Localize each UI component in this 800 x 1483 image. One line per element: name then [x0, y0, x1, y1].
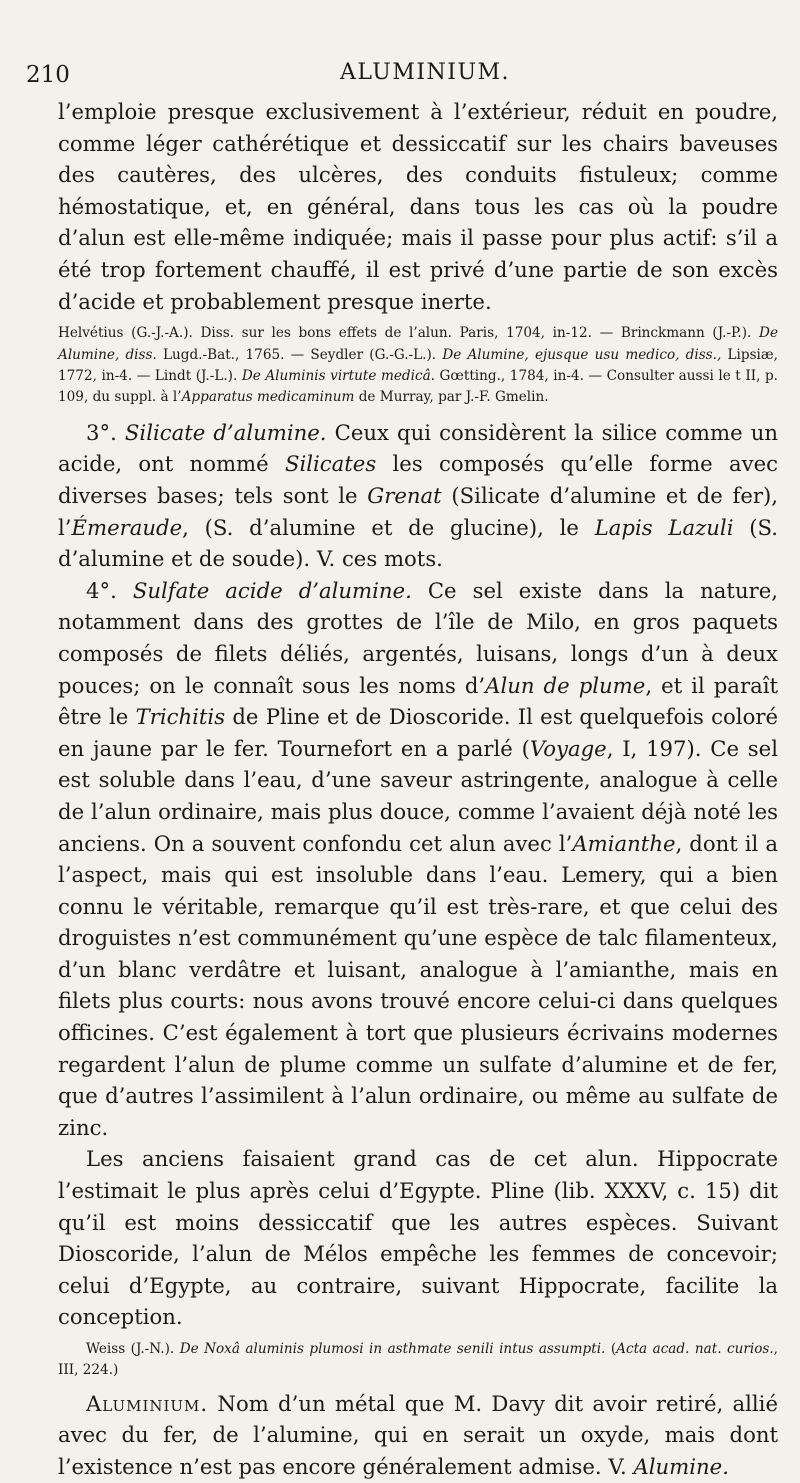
continuation-paragraph: l’emploie presque exclusivement à l’extérieur, réduit en poudre, comme léger cathérétique et dessiccatif sur les chairs baveuses des cautères, des ulcères, des conduits fistuleux; comme hémostatique, et, en général, dans tous les cas où la poudre d’alun est elle-même indiquée; mais il passe pour plus actif: s’il a été trop fortement chauffé, il est privé d’une partie de son excès d’acide et probablement presque inerte. [58, 99, 778, 314]
page-number: 210 [26, 62, 70, 88]
anciens-paragraph: Les anciens faisaient grand cas de cet alun. Hippocrate l’estimait le plus après celui d’Egypte. Pline (lib. XXXV, c. 15) dit qu’il est moins dessiccatif que les autres espèces. Suivant Dioscoride, l’alun de Mélos empêche les femmes de concevoir; celui d’Egypte, au contraire, suivant Hippocrate, facilite la conception. [58, 1146, 778, 1330]
entry-headword: Aluminium. [86, 1390, 209, 1416]
running-head: ALUMINIUM. [340, 60, 511, 85]
entry-aluminium: Aluminium. Nom d’un métal que M. Davy dit avoir retiré, allié avec du fer, de l’alumine, qui en serait un oxyde, mais dont l’existence n’est pas encore généralement admise. V. Alumine. [58, 1390, 778, 1479]
page-header [26, 52, 778, 96]
section-silicate: 3°. Silicate d’alumine. Ceux qui considèrent la silice comme un acide, ont nommé Silicates les composés qu’elle forme avec diverses bases; tels sont le Grenat (Silicate d’alumine et de fer), l’Émeraude, (S. d’alumine et de glucine), le Lapis Lazuli (S. d’alumine et de soude). V. ces mots. [58, 419, 779, 572]
bibliography-2: Weiss (J.-N.). De Noxâ aluminis plumosi in asthmate senili intus assumpti. (Acta acad. nat. curios., III, 224.) [58, 1341, 778, 1379]
section-sulfate: 4°. Sulfate acide d’alumine. Ce sel existe dans la nature, notamment dans des grottes de l’île de Milo, en gros paquets composés de filets déliés, argentés, luisans, longs d’un à deux pouces; on le connaît sous les noms d’Alun de plume, et il paraît être le Trichitis de Pline et de Dioscoride. Il est quelquefois coloré en jaune par le fer. Tournefort en a parlé (Voyage, I, 197). Ce sel est soluble dans l’eau, d’une saveur astringente, analogue à celle de l’alun ordinaire, mais plus douce, comme l’avaient déjà noté les anciens. On a souvent confondu cet alun avec l’Amianthe, dont il a l’aspect, mais qui est insoluble dans l’eau. Lemery, qui a bien connu le véritable, remarque qu’il est très-rare, et que celui des droguistes n’est communément qu’une espèce de talc filamenteux, d’un blanc verdâtre et luisant, analogue à l’amianthe, mais en filets plus courts: nous avons trouvé encore celui-ci dans quelques officines. C’est également à tort que plusieurs écrivains modernes regardent l’alun de plume comme un sulfate d’alumine et de fer, que d’autres l’assimilent à l’alun ordinaire, ou même au sulfate de zinc. [58, 577, 778, 1140]
bibliography-1: Helvétius (G.-J.-A.). Diss. sur les bons effets de l’alun. Paris, 1704, in-12. — Brinckmann (J.-P.). De Alumine, diss. Lugd.-Bat., 1765. — Seydler (G.-G.-L.). De Alumine, ejusque usu medico, diss., Lipsiæ, 1772, in-4. — Lindt (J.-L.). De Aluminis virtute medicâ. Gœtting., 1784, in-4. — Consulter aussi le t II, p. 109, du suppl. à l’Apparatus medicaminum de Murray, par J.-F. Gmelin. [58, 325, 778, 406]
